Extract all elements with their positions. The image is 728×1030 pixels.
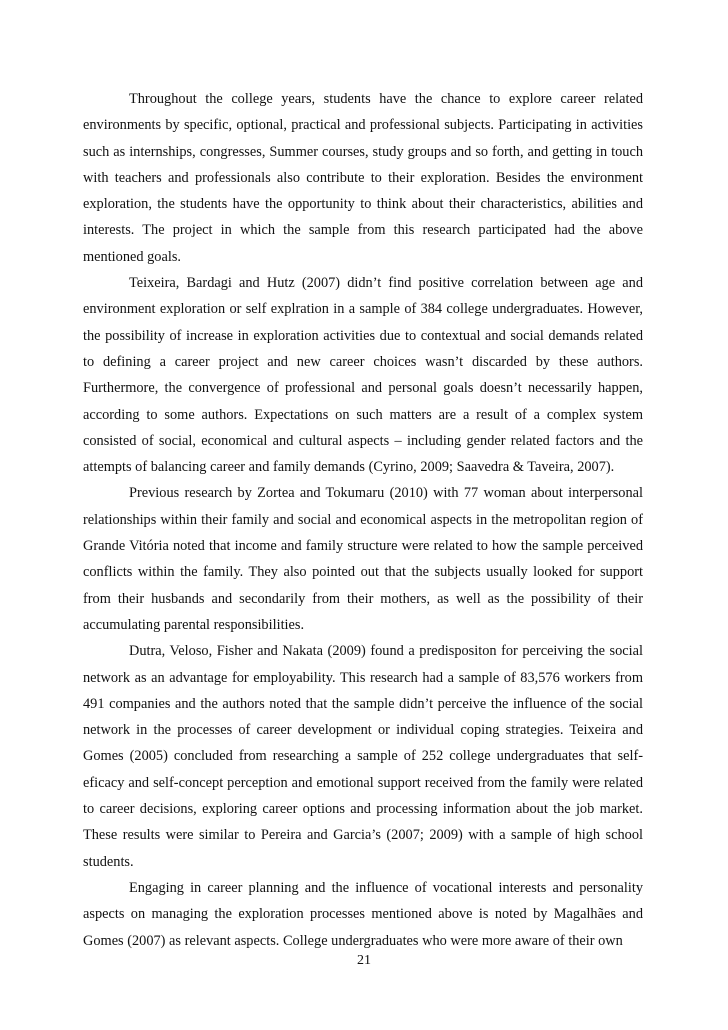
paragraph-college-exploration: Throughout the college years, students have the chance to explore career related environments by specific, optional, practical and professional subjects. Participating in activities such as internships, congresses, Summer courses, study groups and so forth, and getting in touch with teachers and professionals also contribute to their exploration. Besides the environment exploration, the students have the opportunity to think about their characteristics, abilities and interests. The project in which the sample from this research participated had the above mentioned goals. xyxy=(83,91,643,265)
paragraph-career-planning: Engaging in career planning and the influence of vocational interests and personality aspects on managing the exploration processes mentioned above is noted by Magalhães and Gomes (2007) as relevant aspects. College undergraduates who were more aware of their own xyxy=(83,879,643,949)
paragraph-zortea-tokumaru: Previous research by Zortea and Tokumaru (2010) with 77 woman about interpersonal relationships within their family and social and economical aspects in the metropolitan region of Grande Vitória noted that income and family structure were related to how the sample perceived conflicts within the family. They also pointed out that the subjects usually looked for support from their husbands and secondarily from their mothers, as well as the possibility of their accumulating parental responsibilities. xyxy=(83,485,643,633)
body-text xyxy=(83,86,643,954)
paragraph-teixeira-bardagi-hutz: Teixeira, Bardagi and Hutz (2007) didn’t find positive correlation between age and environment exploration or self explration in a sample of 384 college undergraduates. However, the possibility of increase in exploration activities due to contextual and social demands related to defining a career project and new career choices wasn’t discarded by these authors. Furthermore, the convergence of professional and personal goals doesn’t necessarily happen, according to some authors. Expectations on such matters are a result of a complex system consisted of social, economical and cultural aspects – including gender related factors and the attempts of balancing career and family demands (Cyrino, 2009; Saavedra & Taveira, 2007). xyxy=(83,275,643,476)
paragraph-dutra-veloso: Dutra, Veloso, Fisher and Nakata (2009) found a predispositon for perceiving the social network as an advantage for employability. This research had a sample of 83,576 workers from 491 companies and the authors noted that the sample didn’t perceive the influence of the social network in the processes of career development or individual coping strategies. Teixeira and Gomes (2005) concluded from researching a sample of 252 college undergraduates that self-eficacy and self-concept perception and emotional support received from the family were related to career decisions, exploring career options and processing information about the job market. These results were similar to Pereira and Garcia’s (2007; 2009) with a sample of high school students. xyxy=(83,643,643,870)
page-number: 21 xyxy=(357,953,371,968)
